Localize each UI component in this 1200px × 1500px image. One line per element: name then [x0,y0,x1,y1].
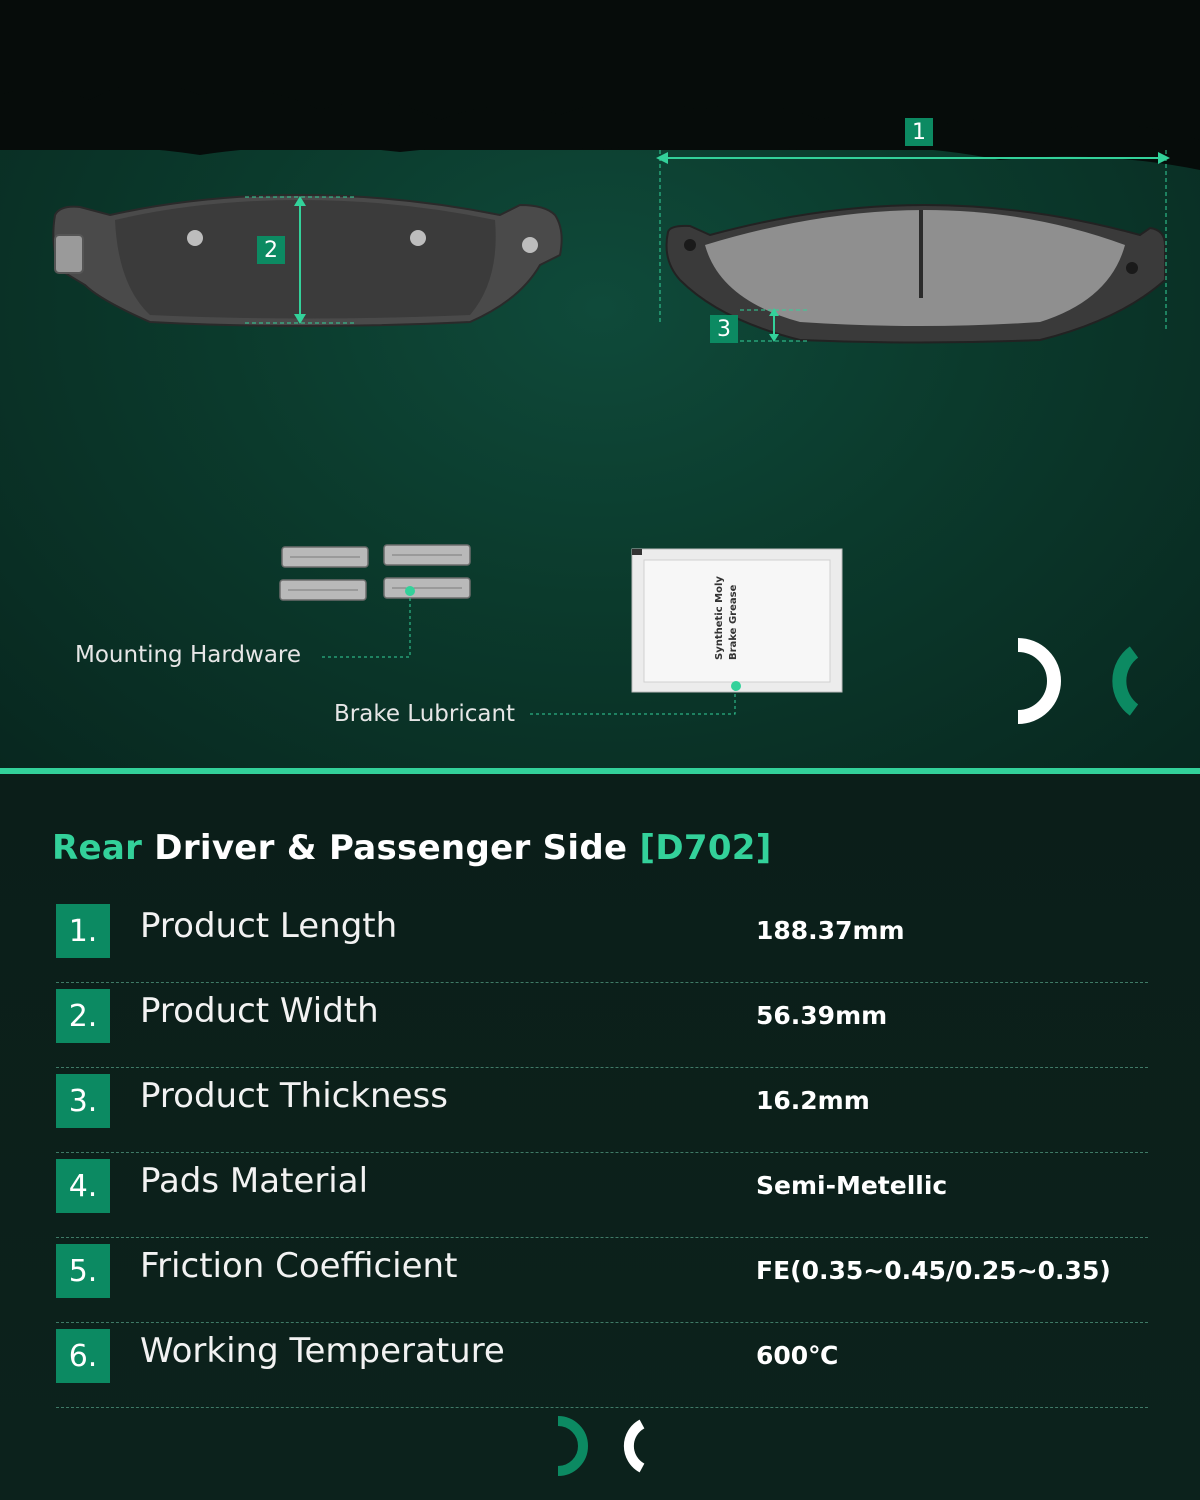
dimension-tag-1: 1 [905,118,933,146]
spec-number: 5. [56,1244,110,1298]
spec-label: Product Width [140,991,379,1031]
spec-value: FE(0.35~0.45/0.25~0.35) [756,1256,1111,1285]
spec-row [56,983,1148,1068]
spec-row [56,1238,1148,1323]
packet-text-line2: Brake Grease [728,584,739,660]
spec-number: 3. [56,1074,110,1128]
spec-row [56,1323,1148,1408]
brake-lubricant-label: Brake Lubricant [334,701,516,727]
spec-number: 1. [56,904,110,958]
heading-main: Driver & Passenger Side [142,828,640,868]
spec-value: 16.2mm [756,1086,870,1115]
spec-number: 4. [56,1159,110,1213]
brand-logo-top [1018,645,1134,717]
spec-heading [52,828,772,868]
heading-accent: Rear [52,828,143,868]
spec-row [56,1153,1148,1238]
spec-label: Product Length [140,906,398,946]
brake-pad-friction-view [656,150,1170,343]
mounting-hardware-label: Mounting Hardware [75,642,302,668]
spec-label: Pads Material [140,1161,369,1201]
spec-number: 6. [56,1329,110,1383]
spec-value: Semi-Metellic [756,1171,948,1200]
heading-code: [D702] [639,828,772,868]
spec-row [56,1068,1148,1153]
mounting-hardware-clips [280,545,470,600]
dimension-tag-3: 3 [710,315,738,343]
spec-row [56,898,1148,983]
spec-value: 600℃ [756,1341,839,1370]
spec-label: Friction Coefficient [140,1246,458,1286]
packet-text-line1: Synthetic Moly [714,576,725,660]
dimension-tag-2: 2 [257,236,285,264]
brake-pad-back-view [53,195,561,326]
spec-label: Product Thickness [140,1076,448,1116]
spec-number: 2. [56,989,110,1043]
spec-value: 188.37mm [756,916,905,945]
spec-label: Working Temperature [140,1331,505,1371]
spec-value: 56.39mm [756,1001,888,1030]
